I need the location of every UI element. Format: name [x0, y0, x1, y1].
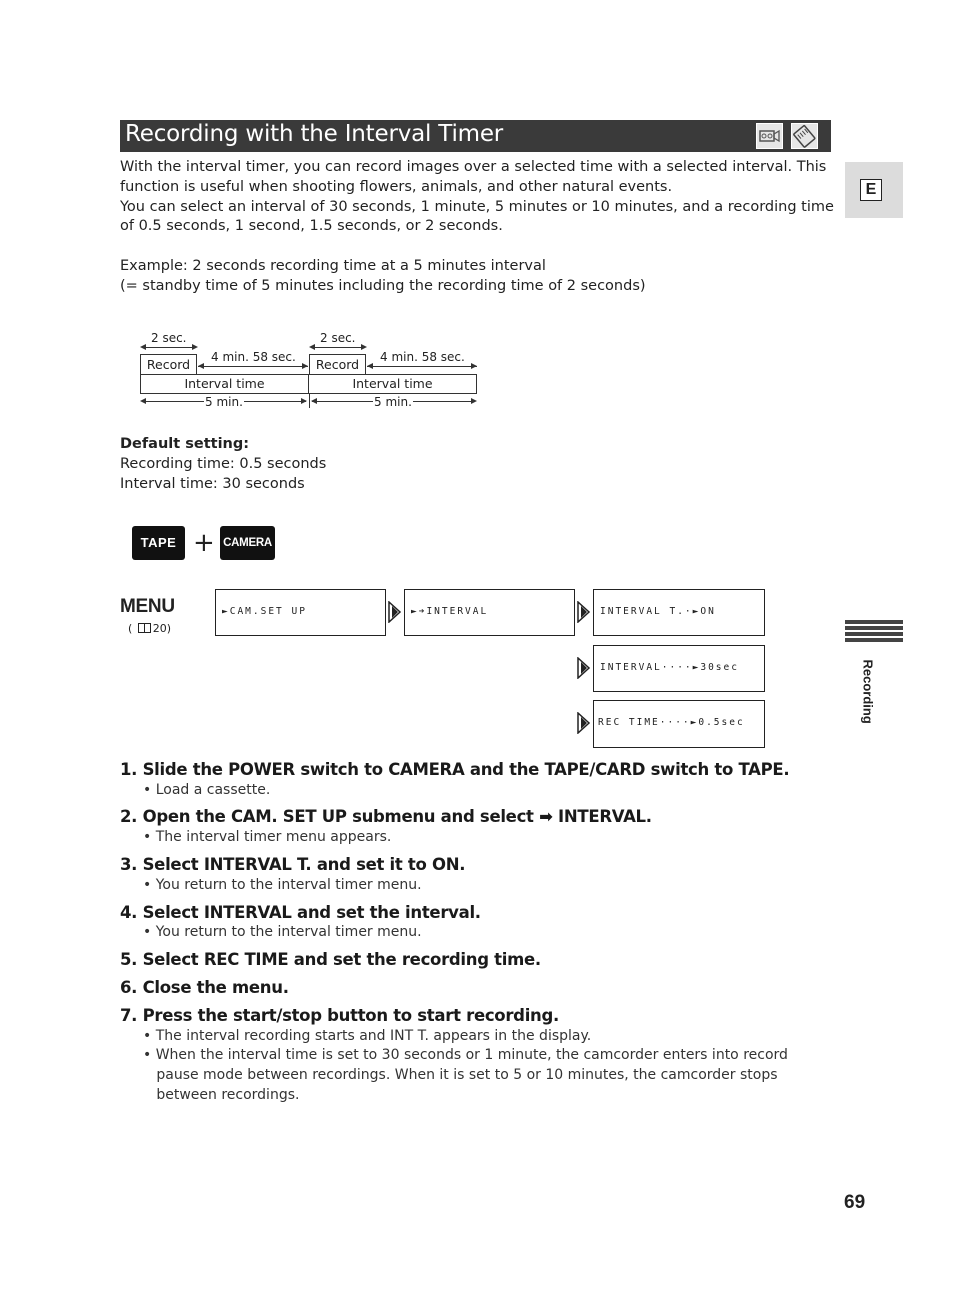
intro-line: function is useful when shooting flowers, animals, and other natural events.: [120, 179, 673, 195]
book-icon: [138, 623, 151, 633]
default-setting-line: Recording time: 0.5 seconds: [120, 456, 327, 472]
interval-box: Interval time: [140, 374, 309, 394]
step-5: 5. Select REC TIME and set the recording time.: [120, 950, 541, 969]
section-label: Recording: [860, 659, 876, 724]
menu-button-label: MENU: [120, 596, 175, 617]
menu-screen-interval-timer-on: INTERVAL T.·►ON: [593, 589, 765, 636]
standby-duration-label: 4 min. 58 sec.: [380, 350, 465, 364]
section-marker-bars: [845, 620, 903, 644]
rec-duration-label: 2 sec.: [151, 331, 187, 345]
menu-screen-rec-time: REC TIME····►0.5sec: [593, 700, 765, 748]
memory-card-icon: [791, 123, 818, 149]
record-box: Record: [140, 354, 197, 375]
language-tab: [845, 162, 903, 218]
step-note: • The interval recording starts and INT T. appears in the display.: [143, 1028, 592, 1044]
step-note: • You return to the interval timer menu.: [143, 877, 422, 893]
step-7: 7. Press the start/stop button to start recording.: [120, 1006, 559, 1025]
page-title: Recording with the Interval Timer: [125, 121, 504, 147]
step-note: between recordings.: [143, 1087, 300, 1103]
next-arrow-icon: [577, 601, 591, 623]
rec-duration-arrow: [142, 347, 196, 348]
intro-line: of 0.5 seconds, 1 second, 1.5 seconds, or 2 seconds.: [120, 218, 503, 234]
step-note: pause mode between recordings. When it is set to 5 or 10 minutes, the camcorder stops: [143, 1067, 778, 1083]
step-4: 4. Select INTERVAL and set the interval.: [120, 903, 481, 922]
interval-duration-label: 5 min.: [205, 395, 243, 409]
next-arrow-icon: [577, 657, 591, 679]
menu-screen-cam-setup: ►CAM.SET UP: [215, 589, 386, 636]
step-1: 1. Slide the POWER switch to CAMERA and the TAPE/CARD switch to TAPE.: [120, 760, 790, 779]
example-line: Example: 2 seconds recording time at a 5 minutes interval: [120, 258, 546, 274]
step-note: • Load a cassette.: [143, 782, 271, 798]
default-setting-heading: Default setting:: [120, 436, 250, 452]
tape-mode-button: TAPE: [132, 526, 185, 560]
language-letter: E: [860, 179, 882, 201]
menu-screen-interval-select: ►➔INTERVAL: [404, 589, 575, 636]
rec-duration-arrow: [311, 347, 365, 348]
intro-line: You can select an interval of 30 seconds, 1 minute, 5 minutes or 10 minutes, and a recording time: [120, 199, 834, 215]
step-3: 3. Select INTERVAL T. and set it to ON.: [120, 855, 466, 874]
interval-box: Interval time: [308, 374, 477, 394]
rec-duration-label: 2 sec.: [320, 331, 356, 345]
step-note: • The interval timer menu appears.: [143, 829, 392, 845]
menu-page-reference: ( 20): [128, 622, 172, 635]
standby-duration-arrow: [198, 366, 308, 367]
example-line: (= standby time of 5 minutes including the recording time of 2 seconds): [120, 278, 646, 294]
page-number: 69: [844, 1192, 866, 1213]
camera-mode-button: CAMERA: [220, 526, 275, 560]
next-arrow-icon: [577, 712, 591, 734]
standby-duration-label: 4 min. 58 sec.: [211, 350, 296, 364]
next-arrow-icon: [388, 601, 402, 623]
step-note: • When the interval time is set to 30 seconds or 1 minute, the camcorder enters into record: [143, 1047, 788, 1063]
plus-sign: +: [193, 528, 215, 558]
step-2: 2. Open the CAM. SET UP submenu and select ➡ INTERVAL.: [120, 807, 652, 826]
standby-duration-arrow: [367, 366, 477, 367]
camcorder-tape-icon: [756, 123, 783, 149]
intro-line: With the interval timer, you can record images over a selected time with a selected interval. This: [120, 159, 827, 175]
interval-duration-label: 5 min.: [374, 395, 412, 409]
step-note: • You return to the interval timer menu.: [143, 924, 422, 940]
record-box: Record: [309, 354, 366, 375]
section-title-bar: [120, 120, 831, 152]
menu-screen-interval-value: INTERVAL····►30sec: [593, 645, 765, 692]
step-6: 6. Close the menu.: [120, 978, 289, 997]
default-setting-line: Interval time: 30 seconds: [120, 476, 305, 492]
